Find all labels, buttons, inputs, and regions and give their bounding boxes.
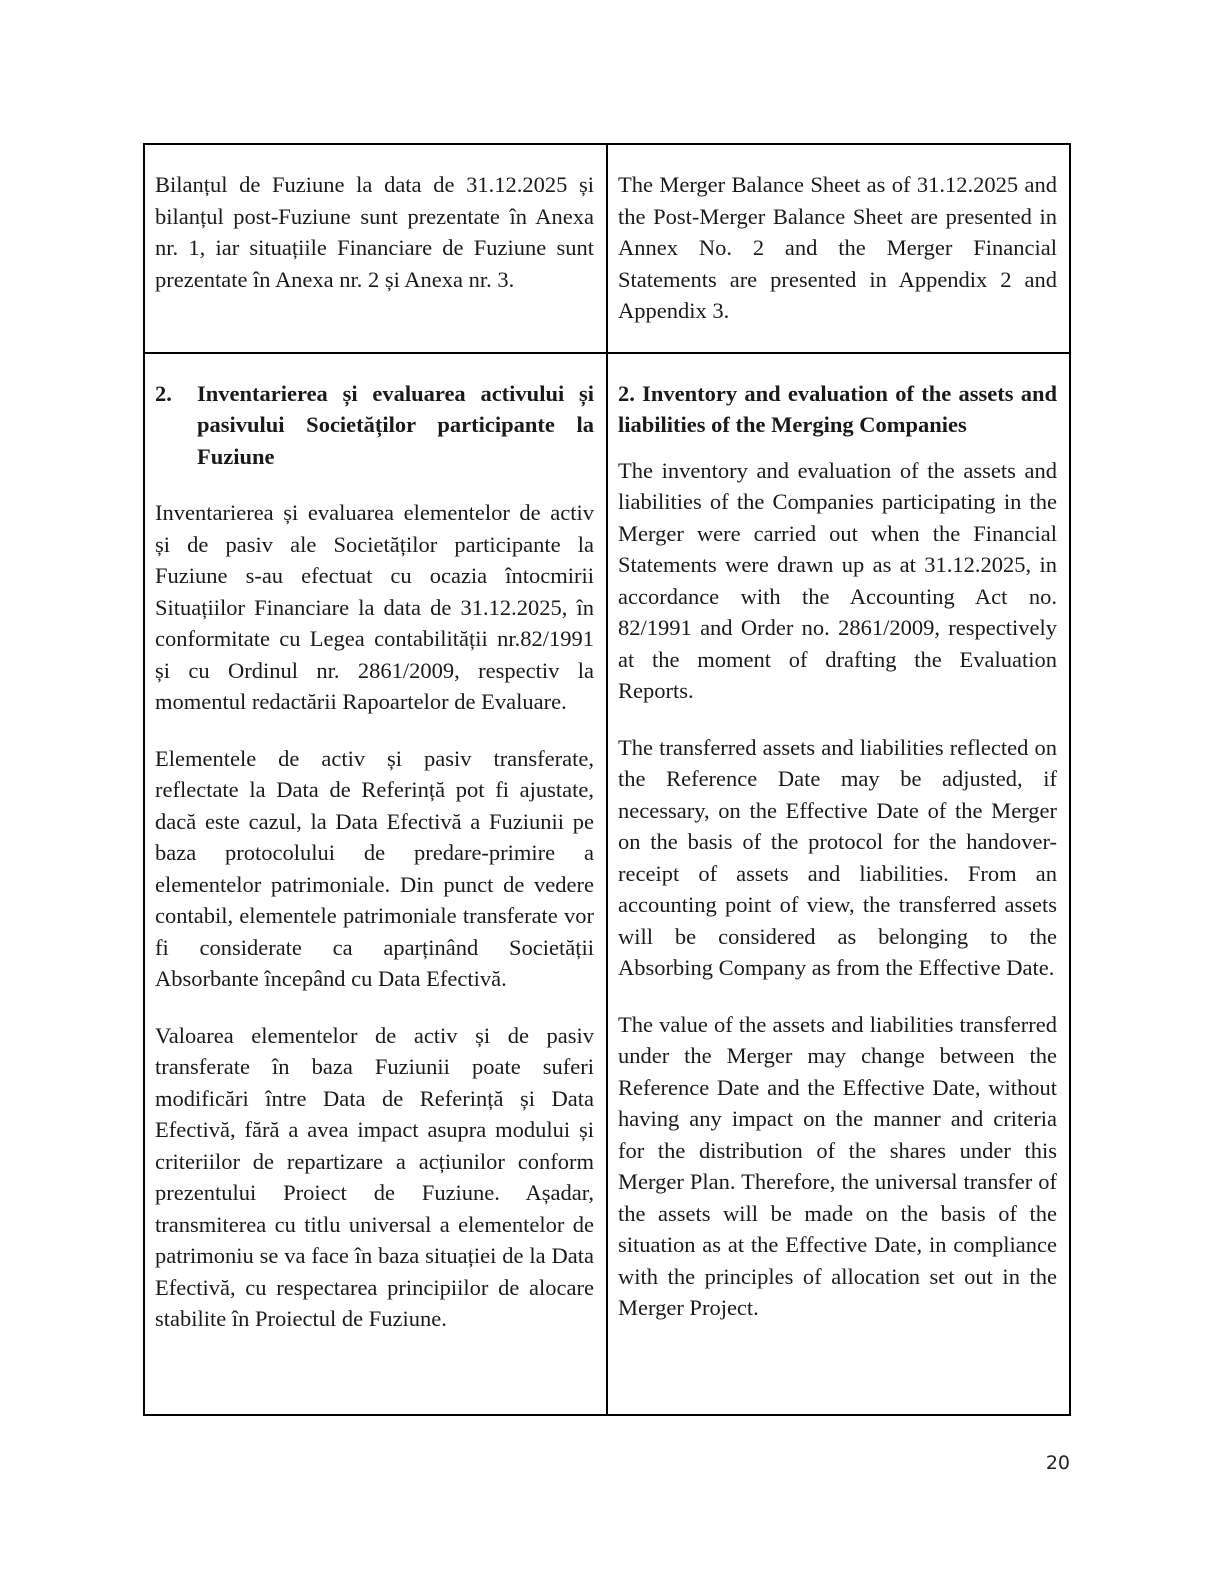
section-title-en: 2. Inventory and evaluation of the assets and liabilities of the Merging Companies	[618, 380, 1057, 437]
table-row	[144, 144, 1070, 353]
paragraph-ro: Inventarierea și evaluarea elementelor de activ și de pasiv ale Societăților participante la Fuziune s-au efectuat cu ocazia întocmirii Situațiilor Financiare la data de 31.12.2025, în conformitate cu Legea contabilității nr.82/1991 și cu Ordinul nr. 2861/2009, respectiv la momentul redactării Rapoartelor de Evaluare.	[155, 500, 594, 714]
english-cell	[607, 144, 1070, 353]
paragraph-ro: Valoarea elementelor de activ și de pasiv transferate în baza Fuziunii poate suferi modificări între Data de Referință și Data Efectivă, fără a avea impact asupra modului și criteriilor de repartizare a acțiunilor conform prezentului Proiect de Fuziune. Așadar, transmiterea cu titlu universal a elementelor de patrimoniu se va face în baza situației de la Data Efectivă, cu respectarea principiilor de alocare stabilite în Proiectul de Fuziune.	[155, 1022, 594, 1331]
paragraph-en: The transferred assets and liabilities reflected on the Reference Date may be adjusted, if necessary, on the Effective Date of the Merger on the basis of the protocol for the handover-receipt of assets and liabilities. From an accounting point of view, the transferred assets will be considered as belonging to the Absorbing Company as from the Effective Date.	[618, 734, 1057, 980]
paragraph-en: The value of the assets and liabilities transferred under the Merger may change between the Reference Date and the Effective Date, without having any impact on the manner and criteria for the distribution of the shares under this Merger Plan. Therefore, the universal transfer of the assets will be made on the basis of the situation as at the Effective Date, in compliance with the principles of allocation set out in the Merger Project.	[618, 1011, 1057, 1320]
english-cell	[607, 353, 1070, 1415]
section-title-ro: Inventarierea și evaluarea activului și pasivului Societăților participante la Fuziune	[197, 380, 594, 469]
romanian-cell	[144, 144, 607, 353]
romanian-cell	[144, 353, 607, 1415]
paragraph-ro: Bilanțul de Fuziune la data de 31.12.2025 și bilanțul post-Fuziune sunt prezentate în Anexa nr. 1, iar situațiile Financiare de Fuziune sunt prezentate în Anexa nr. 2 și Anexa nr. 3.	[155, 172, 594, 292]
paragraph-en: The inventory and evaluation of the assets and liabilities of the Companies participating in the Merger were carried out when the Financial Statements were drawn up as at 31.12.2025, in accordance with the Accounting Act no. 82/1991 and Order no. 2861/2009, respectively at the moment of drafting the Evaluation Reports.	[618, 457, 1057, 703]
paragraph-ro: Elementele de activ și pasiv transferate, reflectate la Data de Referință pot fi ajustate, dacă este cazul, la Data Efectivă a Fuziunii pe baza protocolului de predare-primire a elementelor patrimoniale. Din punct de vedere contabil, elementele patrimoniale transferate vor fi considerate ca aparținând Societății Absorbante începând cu Data Efectivă.	[155, 745, 594, 991]
bilingual-table	[143, 143, 1071, 1416]
page-number: 20	[1045, 1452, 1070, 1474]
section-number: 2.	[155, 380, 172, 406]
section-heading-ro	[155, 378, 594, 473]
paragraph-en: The Merger Balance Sheet as of 31.12.2025 and the Post-Merger Balance Sheet are presented in Annex No. 2 and the Merger Financial Statements are presented in Appendix 2 and Appendix 3.	[618, 172, 1057, 323]
table-row	[144, 353, 1070, 1415]
